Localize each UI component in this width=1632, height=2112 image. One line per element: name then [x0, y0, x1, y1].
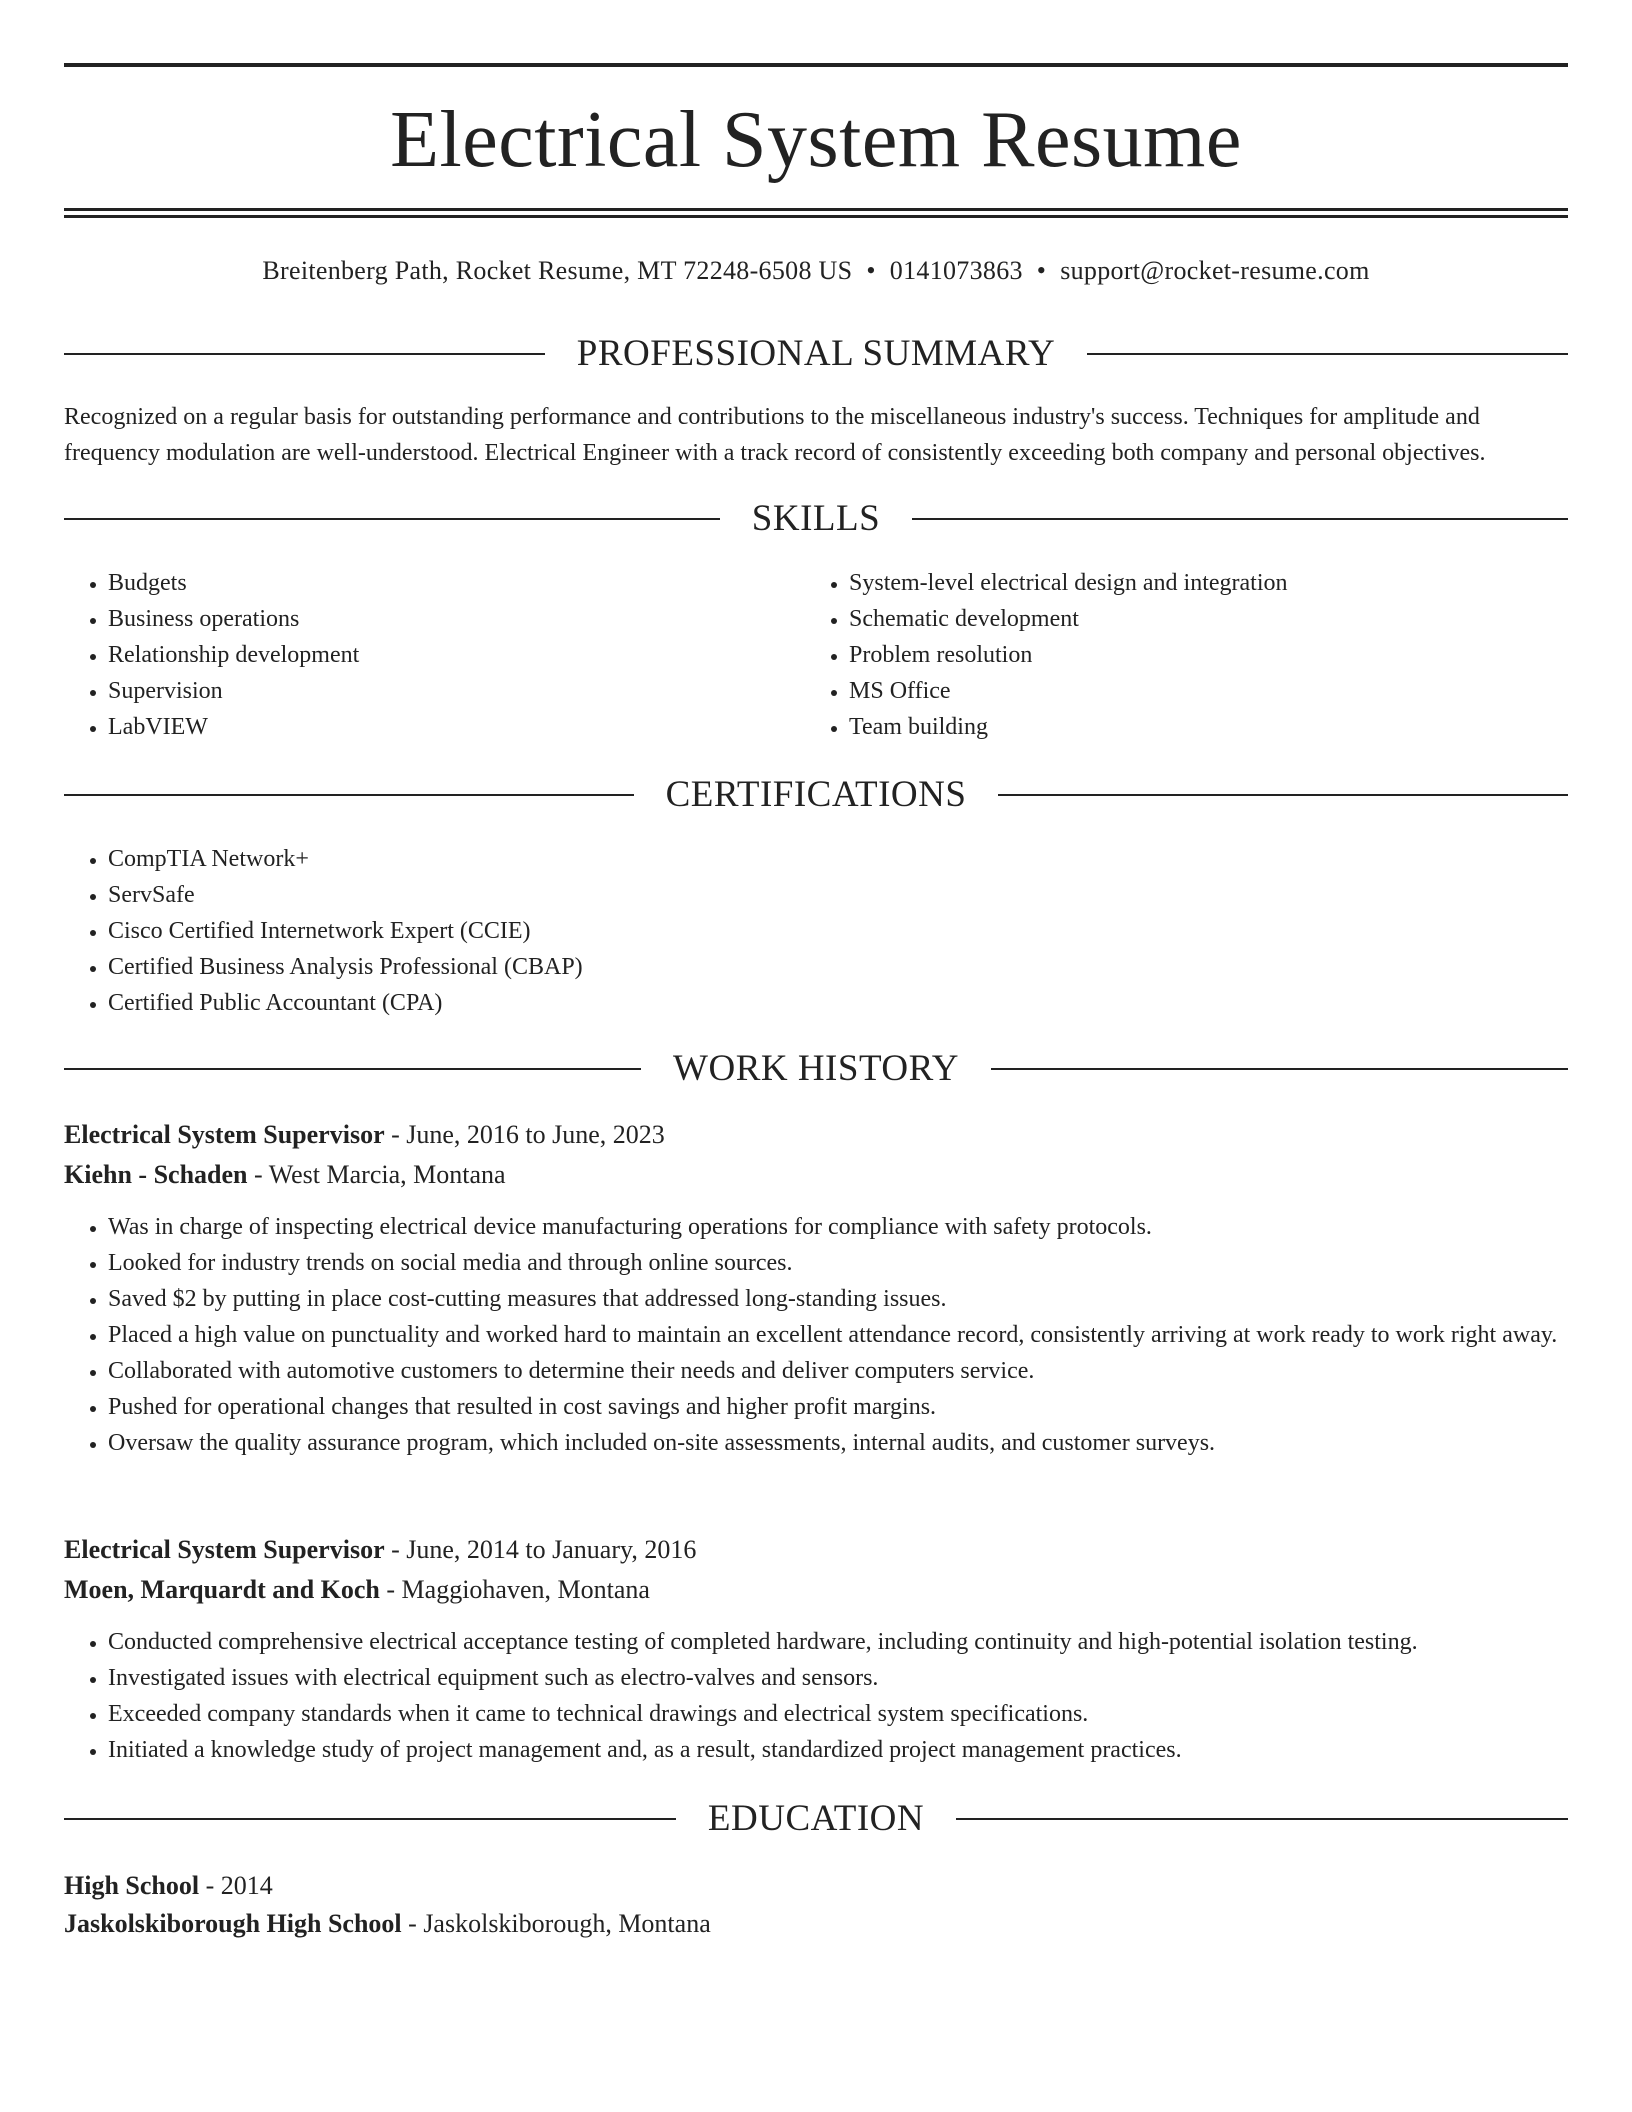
heading-rule [64, 518, 720, 520]
job-bullet: • Collaborated with automotive customers to determine their needs and deliver computers service. [108, 1353, 1612, 1389]
contact-phone: 0141073863 [889, 256, 1023, 285]
contact-email: support@rocket-resume.com [1060, 256, 1370, 285]
education-heading-label: EDUCATION [707, 1798, 925, 1839]
certifications-heading [64, 771, 1568, 819]
skill-item: • LabVIEW [108, 709, 848, 745]
skill-item: • Business operations [108, 601, 848, 637]
job-company-line [64, 1155, 1568, 1195]
job-bullets [64, 1624, 1612, 1768]
summary-heading-label: PROFESSIONAL SUMMARY [576, 333, 1056, 374]
heading-rule [64, 794, 634, 796]
heading-rule [1087, 353, 1568, 355]
job-location: - West Marcia, Montana [247, 1160, 506, 1189]
job-bullet: • Pushed for operational changes that resulted in cost savings and higher profit margins. [108, 1389, 1612, 1425]
education-heading [64, 1795, 1568, 1843]
education-school: Jaskolskiborough High School [64, 1909, 402, 1938]
skills-list-left [64, 565, 848, 745]
certification-item: • Certified Public Accountant (CPA) [108, 985, 1608, 1021]
heading-rule [998, 794, 1568, 796]
contact-line [64, 253, 1568, 289]
work-history-heading [64, 1045, 1568, 1093]
certification-item: • ServSafe [108, 877, 1608, 913]
job-dates: - June, 2016 to June, 2023 [384, 1120, 665, 1149]
job-company: Moen, Marquardt and Koch [64, 1575, 380, 1604]
job-title-line [64, 1115, 1568, 1155]
education-degree: High School [64, 1871, 200, 1900]
contact-separator: • [866, 256, 876, 285]
certification-item: • Cisco Certified Internetwork Expert (CCIE) [108, 913, 1608, 949]
resume-title: Electrical System Resume [390, 96, 1242, 184]
job-bullet: • Initiated a knowledge study of project management and, as a result, standardized project management practices. [108, 1732, 1612, 1768]
skill-item: • Team building [849, 709, 1609, 745]
heading-rule [956, 1818, 1568, 1820]
heading-rule [64, 1068, 641, 1070]
job-bullet: • Conducted comprehensive electrical acceptance testing of completed hardware, including continuity and high-potential isolation testing. [108, 1624, 1612, 1660]
skills-heading [64, 495, 1568, 543]
job-bullet: • Looked for industry trends on social media and through online sources. [108, 1245, 1612, 1281]
summary-text: Recognized on a regular basis for outstanding performance and contributions to the miscellaneous industry's success. Techniques for amplitude and frequency modulation are well-understood. Electrical Engineer with a track record of consistently exceeding both company and personal objectives. [64, 404, 1486, 466]
education-degree-line [64, 1866, 1568, 1906]
job-bullet: • Oversaw the quality assurance program, which included on-site assessments, internal audits, and customer surveys. [108, 1425, 1612, 1461]
skill-item: • MS Office [849, 673, 1609, 709]
skill-item: • Supervision [108, 673, 848, 709]
skills-list-right [805, 565, 1609, 745]
certifications-heading-label: CERTIFICATIONS [665, 774, 967, 815]
summary-heading [64, 330, 1568, 378]
contact-address: Breitenberg Path, Rocket Resume, MT 72248-6508 US [262, 256, 853, 285]
certification-item: • CompTIA Network+ [108, 841, 1608, 877]
job-bullet: • Saved $2 by putting in place cost-cutting measures that addressed long-standing issues. [108, 1281, 1612, 1317]
contact-separator: • [1036, 256, 1047, 285]
heading-rule [991, 1068, 1568, 1070]
skill-item: • Budgets [108, 565, 848, 601]
job-bullet: • Investigated issues with electrical equipment such as electro-valves and sensors. [108, 1660, 1612, 1696]
job-company-line [64, 1570, 1568, 1610]
heading-rule [64, 353, 545, 355]
education-year: - 2014 [199, 1871, 273, 1900]
work-history-heading-label: WORK HISTORY [673, 1048, 959, 1089]
job-bullet: • Exceeded company standards when it came to technical drawings and electrical system specifications. [108, 1696, 1612, 1732]
job-title: Electrical System Supervisor [64, 1120, 385, 1149]
heading-rule [64, 1818, 676, 1820]
job-bullets [64, 1209, 1612, 1461]
skill-item: • Relationship development [108, 637, 848, 673]
education-school-line [64, 1904, 1568, 1944]
title-double-rule [64, 208, 1568, 218]
skill-item: • Schematic development [849, 601, 1609, 637]
job-title: Electrical System Supervisor [64, 1535, 385, 1564]
certification-item: • Certified Business Analysis Professional (CBAP) [108, 949, 1608, 985]
job-bullet: • Placed a high value on punctuality and worked hard to maintain an excellent attendance record, consistently arriving at work ready to work right away. [108, 1317, 1612, 1353]
job-title-line [64, 1530, 1568, 1570]
job-company: Kiehn - Schaden [64, 1160, 248, 1189]
education-location: - Jaskolskiborough, Montana [401, 1909, 711, 1938]
certifications-list [64, 841, 1608, 1021]
top-rule [64, 63, 1568, 67]
heading-rule [912, 518, 1568, 520]
job-dates: - June, 2014 to January, 2016 [384, 1535, 697, 1564]
job-location: - Maggiohaven, Montana [379, 1575, 650, 1604]
skill-item: • Problem resolution [849, 637, 1609, 673]
skills-heading-label: SKILLS [751, 498, 881, 539]
skill-item: • System-level electrical design and integration [849, 565, 1609, 601]
job-bullet: • Was in charge of inspecting electrical device manufacturing operations for compliance with safety protocols. [108, 1209, 1612, 1245]
